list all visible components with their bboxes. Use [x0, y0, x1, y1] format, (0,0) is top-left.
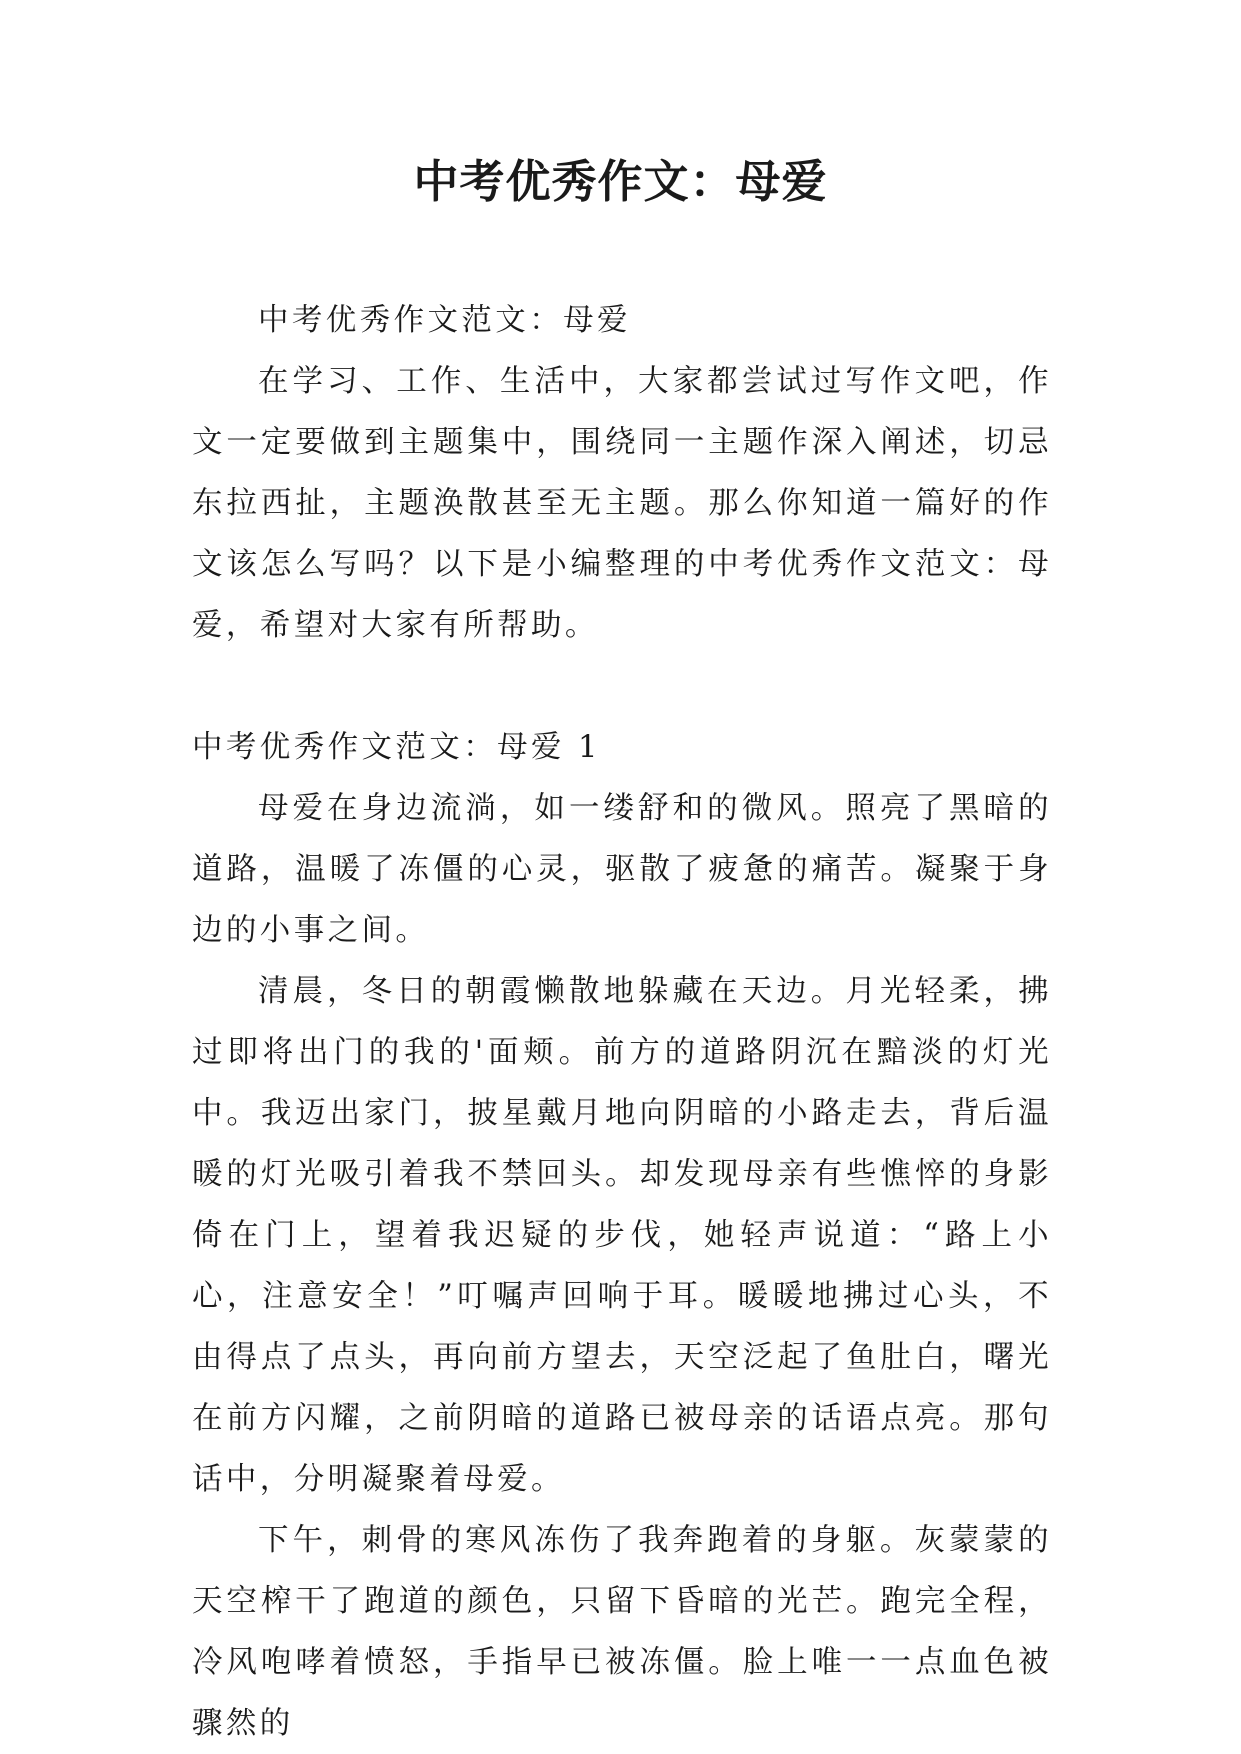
essay-paragraph: 清晨，冬日的朝霞懒散地躲藏在天边。月光轻柔，拂过即将出门的我的'面颊。前方的道路阴沉在黯淡的灯光中。我迈出家门，披星戴月地向阴暗的小路走去，背后温暖的灯光吸引着我不禁回头。却发现母亲有些憔悴的身影倚在门上，望着我迟疑的步伐，她轻声说道：“路上小心，注意安全！”叮嘱声回响于耳。暖暖地拂过心头，不由得点了点头，再向前方望去，天空泛起了鱼肚白，曙光在前方闪耀，之前阴暗的道路已被母亲的话语点亮。那句话中，分明凝聚着母爱。	[192, 974, 1052, 1497]
intro-paragraph: 在学习、工作、生活中，大家都尝试过写作文吧，作文一定要做到主题集中，围绕同一主题作深入阐述，切忌东拉西扯，主题涣散甚至无主题。那么你知道一篇好的作文该怎么写吗？以下是小编整理的中考优秀作文范文：母爱，希望对大家有所帮助。	[192, 364, 1052, 643]
essay-paragraph: 母爱在身边流淌，如一缕舒和的微风。照亮了黑暗的道路，温暖了冻僵的心灵，驱散了疲惫的痛苦。凝聚于身边的小事之间。	[192, 791, 1052, 948]
section-spacer	[192, 656, 1052, 717]
document-title: 中考优秀作文：母爱	[413, 155, 828, 208]
document-body	[192, 290, 1052, 1754]
intro-subtitle: 中考优秀作文范文：母爱	[258, 303, 631, 338]
essay-heading: 中考优秀作文范文：母爱 1	[192, 730, 601, 765]
essay-paragraph: 下午，刺骨的寒风冻伤了我奔跑着的身躯。灰蒙蒙的天空榨干了跑道的颜色，只留下昏暗的光芒。跑完全程，冷风咆哮着愤怒，手指早已被冻僵。脸上唯一一点血色被骤然的	[192, 1523, 1052, 1741]
